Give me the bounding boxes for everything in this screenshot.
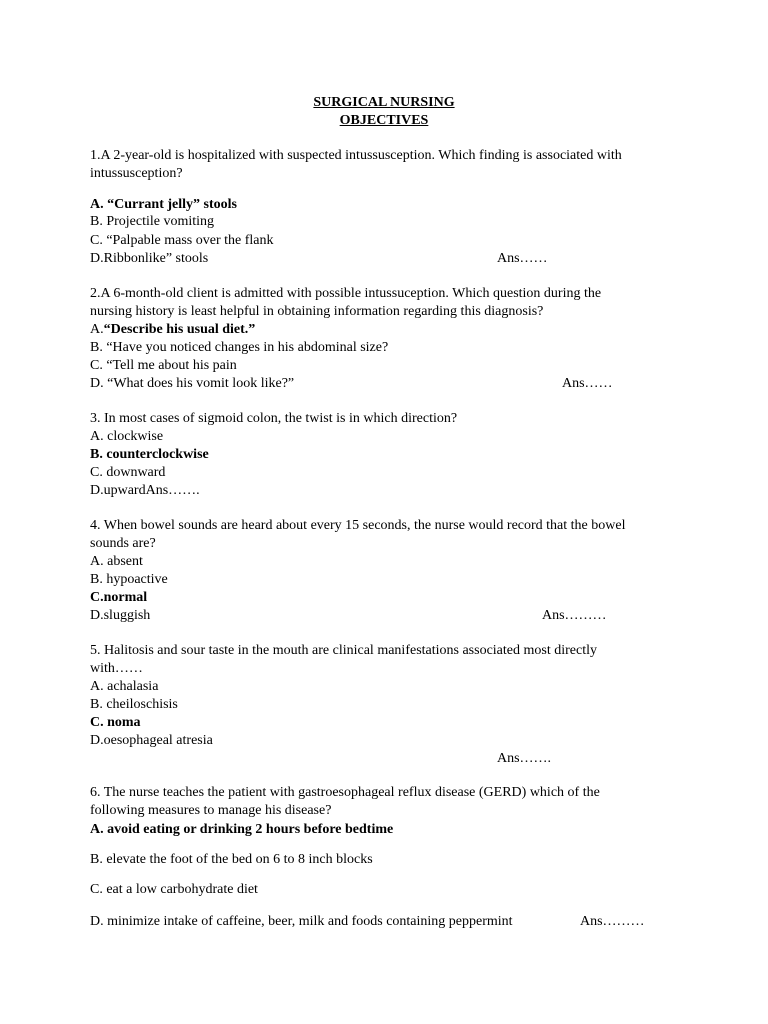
option-d: D.sluggish bbox=[90, 608, 151, 623]
title-line-1: SURGICAL NURSING bbox=[313, 95, 455, 110]
option-c: C. downward bbox=[90, 465, 166, 480]
option-a: A. avoid eating or drinking 2 hours before bedtime bbox=[90, 822, 394, 837]
option-c: C. noma bbox=[90, 715, 141, 730]
option-d: D.upwardAns……. bbox=[90, 483, 200, 498]
option-c: C. “Tell me about his pain bbox=[90, 358, 237, 373]
option-d: D. minimize intake of caffeine, beer, milk and foods containing peppermint bbox=[90, 914, 513, 929]
title-line-2: OBJECTIVES bbox=[339, 113, 429, 128]
option-b: B. hypoactive bbox=[90, 572, 168, 587]
option-d: D.oesophageal atresia bbox=[90, 733, 213, 748]
answer-blank: Ans…… bbox=[562, 376, 613, 391]
option-b: B. counterclockwise bbox=[90, 447, 209, 462]
option-c: C. eat a low carbohydrate diet bbox=[90, 882, 258, 897]
document-title bbox=[0, 94, 768, 130]
option-d: D.Ribbonlike” stools bbox=[90, 251, 209, 266]
option-b: B. “Have you noticed changes in his abdominal size? bbox=[90, 340, 389, 355]
answer-blank: Ans……… bbox=[580, 914, 645, 929]
option-a: A. “Currant jelly” stools bbox=[90, 197, 237, 212]
answer-blank: Ans……… bbox=[542, 608, 607, 623]
question-stem-line: sounds are? bbox=[90, 536, 156, 551]
question-stem-line: intussusception? bbox=[90, 166, 183, 181]
option-c: C. “Palpable mass over the flank bbox=[90, 233, 274, 248]
option-a: A. clockwise bbox=[90, 429, 164, 444]
question-stem-line: 2.A 6-month-old client is admitted with possible intussuception. Which question during the bbox=[90, 286, 602, 301]
option-a-text: “Describe his usual diet.” bbox=[103, 322, 256, 337]
option-d: D. “What does his vomit look like?” bbox=[90, 376, 295, 391]
option-a: A. achalasia bbox=[90, 679, 159, 694]
option-a: A. absent bbox=[90, 554, 143, 569]
question-stem-line: 3. In most cases of sigmoid colon, the twist is in which direction? bbox=[90, 411, 458, 426]
option-c: C.normal bbox=[90, 590, 148, 605]
answer-blank: Ans……. bbox=[497, 751, 552, 766]
option-b: B. elevate the foot of the bed on 6 to 8 inch blocks bbox=[90, 852, 373, 867]
question-stem-line: with…… bbox=[90, 661, 143, 676]
question-stem-line: 5. Halitosis and sour taste in the mouth are clinical manifestations associated most directly bbox=[90, 643, 597, 658]
option-a bbox=[90, 321, 255, 339]
question-stem-line: 4. When bowel sounds are heard about every 15 seconds, the nurse would record that the bowel bbox=[90, 518, 626, 533]
option-b: B. Projectile vomiting bbox=[90, 214, 215, 229]
option-b: B. cheiloschisis bbox=[90, 697, 178, 712]
question-stem-line: 6. The nurse teaches the patient with gastroesophageal reflux disease (GERD) which of the bbox=[90, 785, 600, 800]
question-stem-line: 1.A 2-year-old is hospitalized with suspected intussusception. Which finding is associated with bbox=[90, 148, 622, 163]
answer-blank: Ans…… bbox=[497, 251, 548, 266]
question-stem-line: nursing history is least helpful in obtaining information regarding this diagnosis? bbox=[90, 304, 544, 319]
question-stem-line: following measures to manage his disease? bbox=[90, 803, 332, 818]
option-a-letter: A. bbox=[90, 322, 104, 337]
